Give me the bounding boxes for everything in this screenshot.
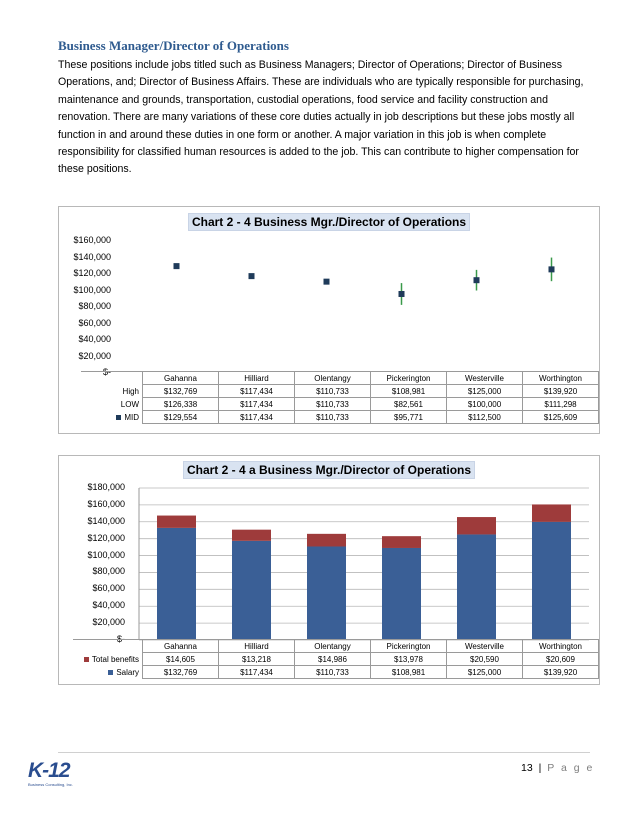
table-cell: $125,000: [447, 666, 523, 679]
table-row: [81, 411, 599, 424]
y-tick-label: $140,000: [87, 515, 125, 526]
mid-marker: [474, 277, 480, 283]
logo-subtext: Business Consulting, Inc.: [28, 782, 73, 787]
benefits-bar: [457, 517, 496, 534]
y-tick-label: $120,000: [87, 532, 125, 543]
logo-text: K-12: [28, 759, 70, 782]
y-tick-label: $60,000: [78, 317, 111, 328]
y-tick-label: $20,000: [92, 617, 125, 628]
legend-key: [108, 670, 113, 675]
x-category-label: Worthington: [523, 640, 599, 653]
mid-marker: [549, 266, 555, 272]
table-corner: [73, 640, 143, 653]
benefits-bar: [307, 534, 346, 547]
table-corner: [81, 372, 143, 385]
mid-marker: [174, 263, 180, 269]
table-cell: $117,434: [219, 398, 295, 411]
table-cell: $117,434: [219, 411, 295, 424]
y-tick-label: $-: [102, 367, 111, 377]
table-row: [81, 398, 599, 411]
table-cell: $82,561: [371, 398, 447, 411]
y-tick-label: $100,000: [87, 549, 125, 560]
chart1-title-text: Chart 2 - 4 Business Mgr./Director of Operations: [188, 213, 470, 231]
footer-rule: [58, 752, 590, 753]
y-tick-label: $140,000: [73, 251, 111, 262]
y-tick-label: $60,000: [92, 583, 125, 594]
page-number: [521, 762, 594, 774]
legend-key: [116, 415, 121, 420]
y-tick-label: $120,000: [73, 268, 111, 278]
x-category-label: Pickerington: [371, 640, 447, 653]
series-label: High: [81, 385, 143, 398]
series-label: Total benefits: [73, 653, 143, 666]
table-cell: $108,981: [371, 666, 447, 679]
y-tick-label: $80,000: [78, 301, 111, 311]
series-label: MID: [81, 411, 143, 424]
x-category-label: Gahanna: [143, 640, 219, 653]
table-cell: $132,769: [143, 385, 219, 398]
table-cell: $20,609: [523, 653, 599, 666]
benefits-bar: [157, 516, 196, 528]
salary-bar: [232, 541, 271, 640]
x-category-label: Hilliard: [219, 640, 295, 653]
y-tick-label: $100,000: [73, 284, 111, 295]
benefits-bar: [532, 504, 571, 521]
salary-bar: [532, 522, 571, 640]
mid-marker: [249, 273, 255, 279]
chart2-data-table: [73, 639, 599, 679]
table-cell: $110,733: [295, 666, 371, 679]
table-cell: $95,771: [371, 411, 447, 424]
y-tick-label: $80,000: [92, 566, 125, 577]
chart2-title-text: Chart 2 - 4 a Business Mgr./Director of Operations: [183, 461, 475, 479]
x-category-label: Hilliard: [219, 372, 295, 385]
x-category-label: Olentangy: [295, 640, 371, 653]
table-cell: $139,920: [523, 385, 599, 398]
y-tick-label: $160,000: [87, 498, 125, 509]
x-category-label: Pickerington: [371, 372, 447, 385]
y-tick-label: $180,000: [87, 482, 125, 492]
y-tick-label: $40,000: [78, 334, 111, 344]
table-cell: $108,981: [371, 385, 447, 398]
mid-marker: [399, 291, 405, 297]
company-logo: [28, 760, 74, 790]
y-tick-label: $-: [116, 634, 125, 644]
y-tick-label: $20,000: [78, 350, 111, 361]
table-cell: $126,338: [143, 398, 219, 411]
x-category-label: Worthington: [523, 372, 599, 385]
series-label: Salary: [73, 666, 143, 679]
salary-bar: [457, 534, 496, 640]
table-cell: $139,920: [523, 666, 599, 679]
table-row: [73, 666, 599, 679]
page-word: P a g e: [547, 762, 595, 774]
table-cell: $14,986: [295, 653, 371, 666]
series-label: LOW: [81, 398, 143, 411]
table-cell: $20,590: [447, 653, 523, 666]
page-number-value: 13: [521, 762, 533, 774]
y-tick-label: $160,000: [73, 235, 111, 245]
benefits-bar: [232, 530, 271, 541]
x-category-label: Westerville: [447, 372, 523, 385]
table-cell: $132,769: [143, 666, 219, 679]
table-cell: $100,000: [447, 398, 523, 411]
table-cell: $125,000: [447, 385, 523, 398]
table-cell: $110,733: [295, 398, 371, 411]
x-category-label: Olentangy: [295, 372, 371, 385]
table-cell: $14,605: [143, 653, 219, 666]
table-cell: $111,298: [523, 398, 599, 411]
salary-bar: [382, 548, 421, 640]
mid-marker: [324, 279, 330, 285]
benefits-bar: [382, 536, 421, 548]
chart1-data-table: [81, 371, 599, 424]
x-category-label: Gahanna: [143, 372, 219, 385]
table-cell: $125,609: [523, 411, 599, 424]
table-cell: $110,733: [295, 385, 371, 398]
table-cell: $129,554: [143, 411, 219, 424]
table-cell: $117,434: [219, 666, 295, 679]
salary-bar: [307, 546, 346, 640]
y-tick-label: $40,000: [92, 600, 125, 611]
table-cell: $110,733: [295, 411, 371, 424]
section-heading: Business Manager/Director of Operations: [58, 38, 289, 53]
legend-key: [84, 657, 89, 662]
table-cell: $117,434: [219, 385, 295, 398]
table-row: [81, 385, 599, 398]
salary-bar: [157, 528, 196, 640]
chart-range-box: [58, 206, 600, 434]
table-cell: $13,218: [219, 653, 295, 666]
page-separator: |: [538, 762, 542, 774]
table-cell: $112,500: [447, 411, 523, 424]
table-row: [73, 653, 599, 666]
chart-stacked-box: [58, 455, 600, 685]
x-category-label: Westerville: [447, 640, 523, 653]
table-cell: $13,978: [371, 653, 447, 666]
section-paragraph: These positions include jobs titled such as Business Managers; Director of Operations; Director of Business Operations, and; Director of Business Affairs. These are individuals who are typically responsible for purchasing, maintenance and grounds, transportation, custodial operations, food service and facility construction and renovation. There are many variations of these core duties actually in job descriptions but these jobs mostly all function in and around these duties in one form or another. A major variation in this job is when complete responsibility for classified human resources is added to the job. This can contribute to higher compensation for these positions.: [58, 59, 584, 176]
